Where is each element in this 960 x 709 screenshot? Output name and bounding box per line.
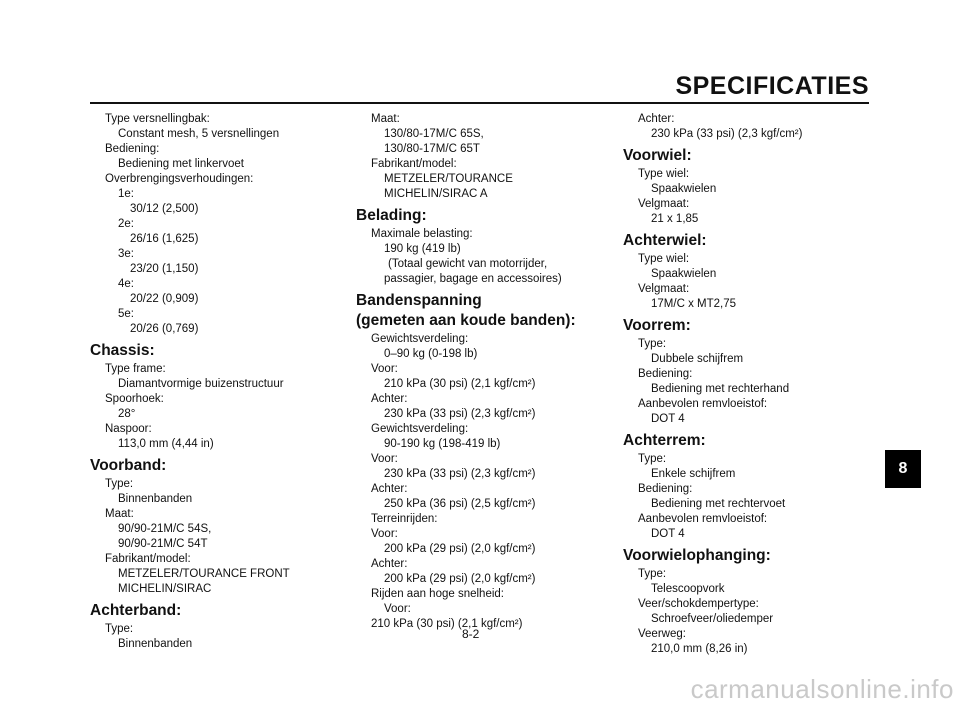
spec-value: Bediening met rechtervoet <box>651 498 786 510</box>
spec-value: MICHELIN/SIRAC <box>118 583 212 595</box>
section-heading-chassis: Chassis: <box>90 342 155 359</box>
column-left <box>90 112 340 652</box>
spec-value: 130/80-17M/C 65T <box>384 143 480 155</box>
spec-label: Voor: <box>371 363 398 375</box>
watermark: carmanualsonline.info <box>690 674 954 704</box>
spec-value: 113,0 mm (4,44 in) <box>118 438 214 450</box>
header-rule <box>90 102 869 104</box>
spec-value: Enkele schijfrem <box>651 468 736 480</box>
spec-label: Voor: <box>371 453 398 465</box>
gear-label: 4e: <box>118 278 134 290</box>
spec-label: Maximale belasting: <box>371 228 473 240</box>
spec-label: Voor: <box>371 528 398 540</box>
spec-label: Type wiel: <box>638 168 690 180</box>
gear-label: 5e: <box>118 308 134 320</box>
page-number: 8-2 <box>462 627 480 641</box>
spec-value: Diamantvormige buizenstructuur <box>118 378 284 390</box>
spec-label: Aanbevolen remvloeistof: <box>638 398 768 410</box>
spec-label: Maat: <box>105 508 134 520</box>
section-heading-bandenspanning-sub: (gemeten aan koude banden): <box>356 312 576 329</box>
spec-value: Bediening met rechterhand <box>651 383 790 395</box>
spec-label: Gewichtsverdeling: <box>371 423 469 435</box>
spec-label: Type: <box>105 623 134 635</box>
spec-label: Achter: <box>371 558 408 570</box>
gear-ratio: 20/26 (0,769) <box>130 323 199 335</box>
section-heading-voorwiel: Voorwiel: <box>623 147 692 164</box>
spec-value: 130/80-17M/C 65S, <box>384 128 484 140</box>
section-heading-achterband: Achterband: <box>90 602 182 619</box>
section-heading-voorband: Voorband: <box>90 457 167 474</box>
spec-label: Spoorhoek: <box>105 393 164 405</box>
spec-value: 230 kPa (33 psi) (2,3 kgf/cm²) <box>384 468 536 480</box>
spec-value: 230 kPa (33 psi) (2,3 kgf/cm²) <box>384 408 536 420</box>
gear-label: 2e: <box>118 218 134 230</box>
spec-value: (Totaal gewicht van motorrijder, <box>388 258 548 270</box>
spec-label: Bediening: <box>105 143 160 155</box>
column-right <box>623 112 873 657</box>
spec-label: Type: <box>638 568 667 580</box>
spec-value: passagier, bagage en accessoires) <box>384 273 562 285</box>
spec-label: Aanbevolen remvloeistof: <box>638 513 768 525</box>
spec-label: Naspoor: <box>105 423 152 435</box>
spec-label: Velgmaat: <box>638 283 690 295</box>
spec-label: Terreinrijden: <box>371 513 438 525</box>
spec-value: MICHELIN/SIRAC A <box>384 188 488 200</box>
spec-value: 0–90 kg (0-198 lb) <box>384 348 478 360</box>
spec-value: DOT 4 <box>651 413 685 425</box>
spec-label: Maat: <box>371 113 400 125</box>
spec-value: 230 kPa (33 psi) (2,3 kgf/cm²) <box>651 128 803 140</box>
spec-label: Fabrikant/model: <box>105 553 191 565</box>
spec-label: Type: <box>638 453 667 465</box>
gear-ratio: 20/22 (0,909) <box>130 293 199 305</box>
spec-value: 17M/C x MT2,75 <box>651 298 736 310</box>
spec-label: Velgmaat: <box>638 198 690 210</box>
spec-value: 90/90-21M/C 54T <box>118 538 208 550</box>
spec-label: Type versnellingbak: <box>105 113 210 125</box>
page-title: SPECIFICATIES <box>675 72 869 100</box>
spec-label: Veer/schokdempertype: <box>638 598 759 610</box>
spec-label: Achter: <box>371 393 408 405</box>
spec-label: Bediening: <box>638 483 693 495</box>
section-heading-voorwielophanging: Voorwielophanging: <box>623 547 771 564</box>
spec-label: Type: <box>105 478 134 490</box>
spec-value: 90/90-21M/C 54S, <box>118 523 212 535</box>
gear-ratio: 26/16 (1,625) <box>130 233 199 245</box>
spec-value: 90-190 kg (198-419 lb) <box>384 438 501 450</box>
spec-label: Gewichtsverdeling: <box>371 333 469 345</box>
spec-label: Type wiel: <box>638 253 690 265</box>
spec-value: Binnenbanden <box>118 638 193 650</box>
spec-label: Veerweg: <box>638 628 686 640</box>
section-heading-bandenspanning: Bandenspanning <box>356 292 482 309</box>
spec-label: Rijden aan hoge snelheid: <box>371 588 504 600</box>
spec-value: 250 kPa (36 psi) (2,5 kgf/cm²) <box>384 498 536 510</box>
spec-label: Voor: <box>384 603 411 615</box>
chapter-tab: 8 <box>885 450 921 488</box>
spec-value: DOT 4 <box>651 528 685 540</box>
spec-label: Bediening: <box>638 368 693 380</box>
spec-value: 210,0 mm (8,26 in) <box>651 643 748 655</box>
spec-value: 200 kPa (29 psi) (2,0 kgf/cm²) <box>384 573 536 585</box>
gear-label: 3e: <box>118 248 134 260</box>
spec-value: 210 kPa (30 psi) (2,1 kgf/cm²) <box>384 378 536 390</box>
section-heading-belading: Belading: <box>356 207 427 224</box>
spec-value: Binnenbanden <box>118 493 193 505</box>
spec-value: METZELER/TOURANCE <box>384 173 513 185</box>
section-heading-voorrem: Voorrem: <box>623 317 691 334</box>
spec-value: METZELER/TOURANCE FRONT <box>118 568 290 580</box>
spec-label: Type: <box>638 338 667 350</box>
spec-value: 28° <box>118 408 136 420</box>
spec-value: 210 kPa (30 psi) (2,1 kgf/cm²) <box>371 618 523 630</box>
spec-label: Overbrengingsverhoudingen: <box>105 173 254 185</box>
spec-label: Achter: <box>371 483 408 495</box>
spec-value: Bediening met linkervoet <box>118 158 244 170</box>
spec-value: Spaakwielen <box>651 268 717 280</box>
spec-value: 200 kPa (29 psi) (2,0 kgf/cm²) <box>384 543 536 555</box>
spec-value: Telescoopvork <box>651 583 725 595</box>
spec-value: Dubbele schijfrem <box>651 353 744 365</box>
spec-label: Achter: <box>638 113 675 125</box>
gear-ratio: 23/20 (1,150) <box>130 263 199 275</box>
spec-value: Constant mesh, 5 versnellingen <box>118 128 280 140</box>
spec-label: Type frame: <box>105 363 166 375</box>
spec-value: Spaakwielen <box>651 183 717 195</box>
section-heading-achterwiel: Achterwiel: <box>623 232 707 249</box>
column-middle <box>356 112 616 632</box>
spec-value: 190 kg (419 lb) <box>384 243 461 255</box>
spec-value: 21 x 1,85 <box>651 213 699 225</box>
gear-ratio: 30/12 (2,500) <box>130 203 199 215</box>
spec-label: Fabrikant/model: <box>371 158 457 170</box>
spec-value: Schroefveer/oliedemper <box>651 613 774 625</box>
section-heading-achterrem: Achterrem: <box>623 432 706 449</box>
gear-label: 1e: <box>118 188 134 200</box>
